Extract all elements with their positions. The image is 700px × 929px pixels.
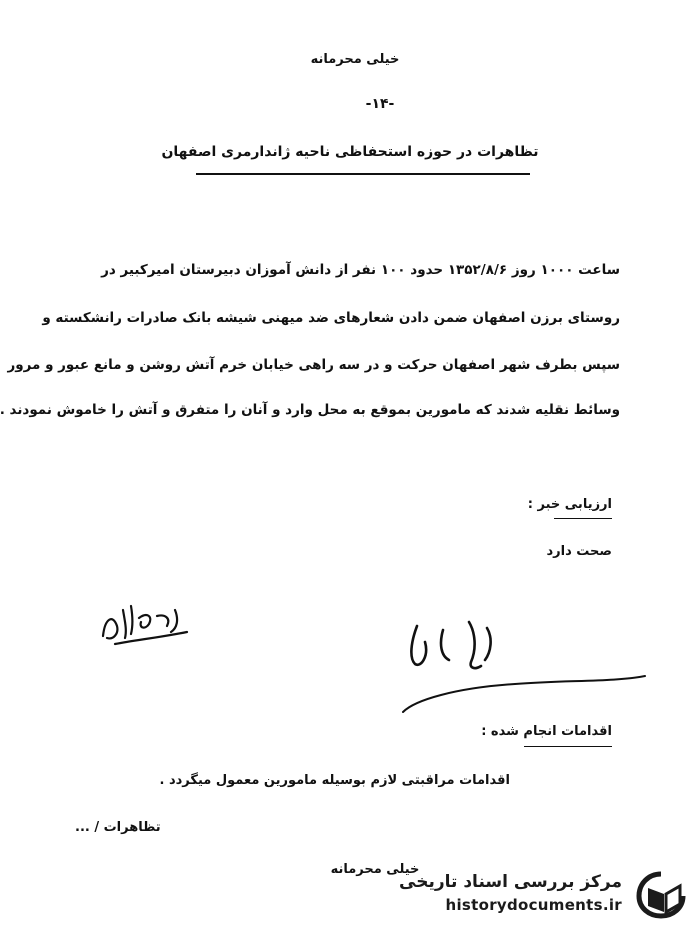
signature [395,612,655,722]
actions-underline [524,746,612,747]
watermark-url: historydocuments.ir [445,896,622,914]
body-line-2: روستای برزن اصفهان ضمن دادن شعارهای ضد میهنی شیشه بانک صادرات رانشکسته و [42,310,620,326]
document-title: تظاهرات در حوزه استحفاظی ناحیه ژاندارمری اصفهان [161,144,539,160]
department-ref: تظاهرات / ... [75,820,161,835]
classification-bottom: خیلی محرمانه [330,862,420,877]
history-documents-logo-icon [634,870,688,920]
body-line-3: سپس بطرف شهر اصفهان حرکت و در سه راهی خیابان خرم آتش روشن و مانع عبور و مرور [7,357,620,373]
evaluation-underline [554,518,612,519]
actions-label: اقدامات انجام شده : [481,724,612,739]
body-line-4: وسائط نقلیه شدند که مامورین بموقع به محل وارد و آنان را متفرق و آتش را خاموش نمودند . [0,402,620,418]
document-number: -۱۴- [365,96,395,112]
evaluation-value: صحت دارد [546,544,612,559]
title-underline [196,173,530,175]
classification-top: خیلی محرمانه [310,52,400,67]
body-line-1: ساعت ۱۰۰۰ روز ۱۳۵۲/۸/۶ حدود ۱۰۰ نفر از دانش آموزان دبیرستان امیرکبیر در [101,262,620,278]
watermark-title: مرکز بررسی اسناد تاریخی [399,872,622,892]
watermark [399,868,694,922]
evaluation-label: ارزیابی خبر : [527,497,612,512]
actions-text: اقدامات مراقبتی لازم بوسیله مامورین معمول میگردد . [159,773,510,788]
handwritten-note [95,596,195,656]
